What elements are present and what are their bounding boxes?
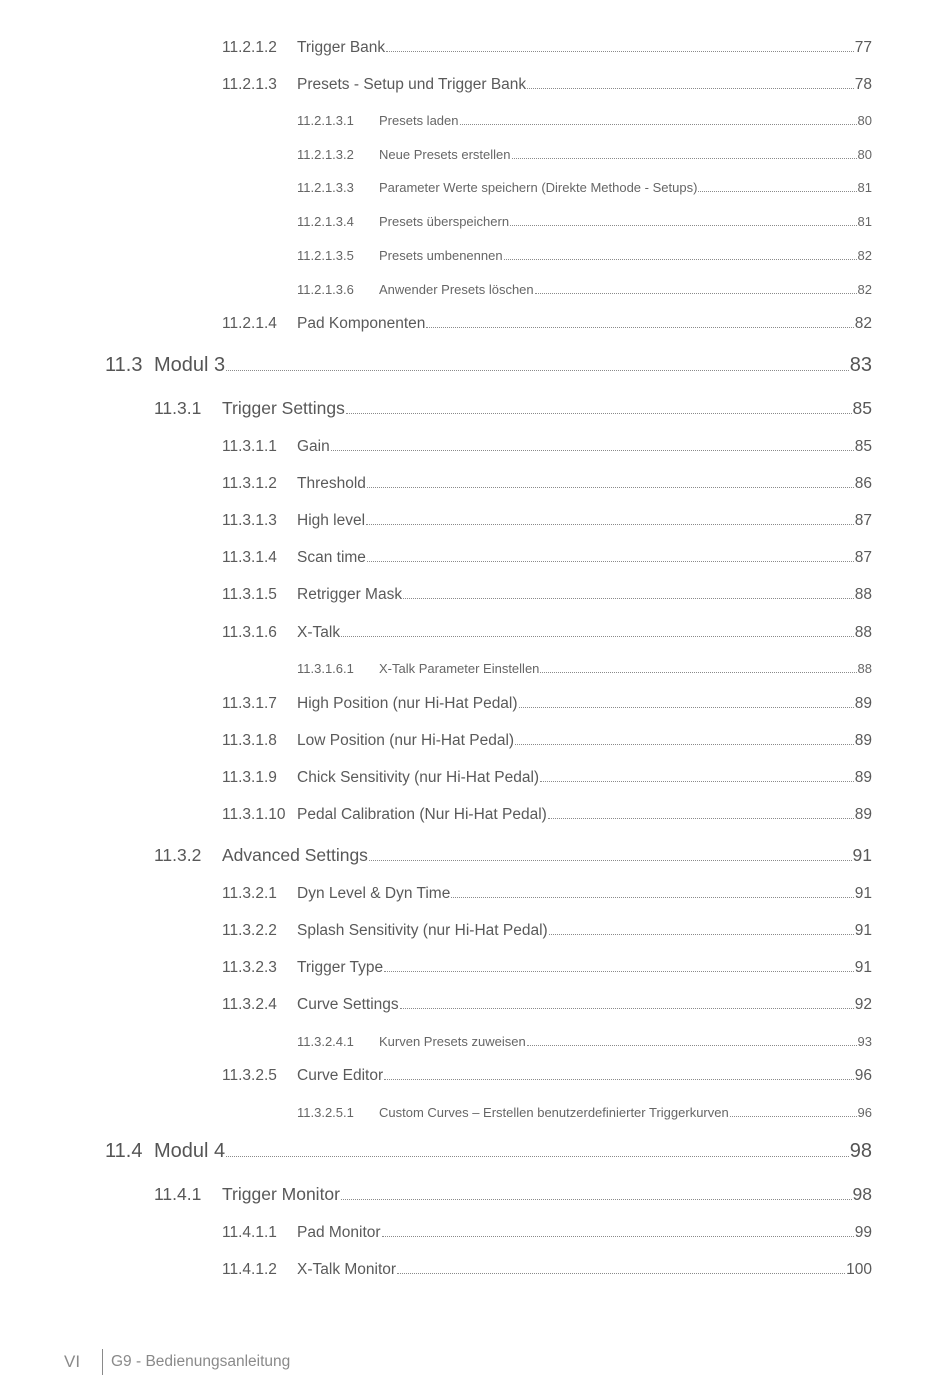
dot-leader: [384, 962, 854, 972]
toc-entry-title: Pad Monitor: [297, 1224, 381, 1241]
dot-leader: [366, 515, 854, 525]
toc-entry[interactable]: [222, 624, 872, 642]
dot-leader: [426, 318, 853, 328]
toc-entry-number: 11.3.2.5: [222, 1067, 277, 1084]
toc-entry-number: 11.3.1.1: [222, 438, 277, 455]
toc-entry-title: Low Position (nur Hi-Hat Pedal): [297, 732, 515, 749]
dot-leader: [341, 627, 854, 637]
toc-entry-title: Scan time: [297, 549, 366, 566]
toc-entry-number: 11.3.2: [154, 845, 202, 865]
toc-entry-page: 92: [854, 996, 872, 1013]
toc-entry-title: Advanced Settings: [222, 845, 368, 865]
toc-entry-number: 11.3.2.1: [222, 885, 277, 902]
toc-entry[interactable]: [222, 1067, 872, 1085]
toc-entry-title: Anwender Presets löschen: [379, 282, 534, 297]
toc-entry-page: 96: [854, 1067, 872, 1084]
toc-entry-number: 11.2.1.3.1: [297, 113, 354, 128]
toc-entry-title: Neue Presets erstellen: [379, 147, 511, 162]
toc-entry-number: 11.3.1.3: [222, 512, 277, 529]
toc-entry[interactable]: [222, 549, 872, 567]
toc-entry-page: 81: [857, 214, 872, 229]
toc-entry[interactable]: [222, 1224, 872, 1242]
toc-entry-number: 11.3.1.8: [222, 732, 277, 749]
toc-entry[interactable]: [222, 922, 872, 940]
dot-leader: [512, 151, 857, 159]
toc-entry-number: 11.2.1.3.3: [297, 180, 354, 195]
toc-entry-number: 11.3: [105, 354, 143, 376]
toc-entry-number: 11.3.1.10: [222, 806, 286, 823]
toc-entry-page: 77: [854, 39, 872, 56]
dot-leader: [504, 252, 857, 260]
toc-entry-page: 83: [849, 354, 872, 376]
dot-leader: [698, 184, 856, 192]
toc-entry-number: 11.3.2.2: [222, 922, 277, 939]
dot-leader: [367, 478, 854, 488]
toc-entry[interactable]: [222, 806, 872, 824]
toc-entry-page: 98: [852, 1184, 872, 1204]
toc-entry[interactable]: [222, 1261, 872, 1279]
toc-entry-page: 87: [854, 549, 872, 566]
toc-entry[interactable]: [297, 248, 872, 263]
toc-entry-page: 91: [854, 959, 872, 976]
toc-entry-title: Presets überspeichern: [379, 214, 510, 229]
toc-entry-title: Dyn Level & Dyn Time: [297, 885, 451, 902]
toc-entry-number: 11.2.1.2: [222, 39, 277, 56]
dot-leader: [400, 999, 854, 1009]
toc-entry[interactable]: [222, 695, 872, 713]
toc-entry[interactable]: [154, 845, 872, 866]
dot-leader: [519, 698, 854, 708]
toc-entry-number: 11.3.1.6: [222, 624, 277, 641]
toc-entry-number: 11.4.1: [154, 1184, 202, 1204]
toc-entry-title: Modul 3: [154, 354, 226, 376]
toc-entry-number: 11.3.2.4: [222, 996, 277, 1013]
dot-leader: [451, 888, 853, 898]
toc-entry-title: Kurven Presets zuweisen: [379, 1034, 526, 1049]
toc-entry-title: Presets umbenennen: [379, 248, 503, 263]
dot-leader: [397, 1264, 845, 1274]
toc-entry[interactable]: [222, 586, 872, 604]
toc-entry-page: 88: [857, 661, 872, 676]
toc-entry-number: 11.3.1: [154, 398, 202, 418]
toc-entry-page: 87: [854, 512, 872, 529]
toc-entry-number: 11.3.1.9: [222, 769, 277, 786]
toc-entry-number: 11.3.1.7: [222, 695, 277, 712]
toc-entry-page: 82: [854, 315, 872, 332]
dot-leader: [730, 1109, 857, 1117]
toc-entry-number: 11.2.1.4: [222, 315, 277, 332]
dot-leader: [548, 809, 854, 819]
toc-entry-page: 78: [854, 76, 872, 93]
toc-entry-title: Curve Settings: [297, 996, 399, 1013]
dot-leader: [510, 218, 856, 226]
toc-entry-number: 11.4: [105, 1140, 143, 1162]
dot-leader: [226, 1145, 849, 1157]
toc-entry-number: 11.3.2.3: [222, 959, 277, 976]
toc-entry-title: Gain: [297, 438, 330, 455]
toc-entry[interactable]: [297, 180, 872, 195]
toc-entry-title: Pedal Calibration (Nur Hi-Hat Pedal): [297, 806, 547, 823]
toc-entry[interactable]: [222, 315, 872, 333]
toc-entry-title: High Position (nur Hi-Hat Pedal): [297, 695, 518, 712]
toc-entry-page: 98: [849, 1140, 872, 1162]
toc-entry-title: Trigger Settings: [222, 398, 345, 418]
toc-entry[interactable]: [297, 1105, 872, 1120]
toc-entry[interactable]: [297, 113, 872, 128]
toc-entry-title: Parameter Werte speichern (Direkte Methode - Setups): [379, 180, 698, 195]
dot-leader: [386, 42, 854, 52]
dot-leader: [527, 1038, 857, 1046]
toc-entry-page: 86: [854, 475, 872, 492]
toc-entry[interactable]: [297, 147, 872, 162]
toc-entry-page: 88: [854, 586, 872, 603]
toc-entry[interactable]: [222, 76, 872, 94]
toc-entry[interactable]: [222, 475, 872, 493]
dot-leader: [369, 850, 852, 861]
toc-entry-number: 11.2.1.3.5: [297, 248, 354, 263]
footer-document-title: G9 - Bedienungsanleitung: [111, 1353, 291, 1370]
toc-entry-page: 82: [857, 248, 872, 263]
dot-leader: [367, 552, 854, 562]
toc-entry-title: X-Talk Parameter Einstellen: [379, 661, 540, 676]
dot-leader: [535, 286, 857, 294]
dot-leader: [540, 772, 854, 782]
toc-entry-number: 11.2.1.3.6: [297, 282, 354, 297]
toc-entry-page: 89: [854, 769, 872, 786]
dot-leader: [527, 79, 854, 89]
toc-entry-page: 91: [854, 885, 872, 902]
toc-entry[interactable]: [297, 1034, 872, 1049]
toc-entry-page: 91: [854, 922, 872, 939]
toc-entry-title: X-Talk: [297, 624, 341, 641]
toc-entry-page: 96: [857, 1105, 872, 1120]
dot-leader: [515, 735, 854, 745]
toc-entry[interactable]: [222, 512, 872, 530]
toc-entry-number: 11.3.1.4: [222, 549, 277, 566]
dot-leader: [382, 1227, 854, 1237]
toc-entry-page: 93: [857, 1034, 872, 1049]
toc-entry-number: 11.3.2.5.1: [297, 1105, 354, 1120]
toc-entry[interactable]: [222, 39, 872, 57]
toc-entry-page: 81: [857, 180, 872, 195]
toc-entry-page: 89: [854, 695, 872, 712]
toc-entry-page: 91: [852, 845, 872, 865]
toc-entry[interactable]: [154, 398, 872, 419]
toc-entry-number: 11.4.1.1: [222, 1224, 277, 1241]
toc-entry[interactable]: [222, 769, 872, 787]
toc-entry-title: Modul 4: [154, 1140, 226, 1162]
toc-entry-number: 11.2.1.3: [222, 76, 277, 93]
toc-entry[interactable]: [222, 885, 872, 903]
toc-entry-title: Chick Sensitivity (nur Hi-Hat Pedal): [297, 769, 540, 786]
toc-entry-title: Custom Curves – Erstellen benutzerdefinierter Triggerkurven: [379, 1105, 729, 1120]
toc-entry[interactable]: [222, 996, 872, 1014]
toc-entry[interactable]: [154, 1184, 872, 1205]
toc-entry[interactable]: [297, 214, 872, 229]
dot-leader: [384, 1070, 854, 1080]
toc-entry-title: Presets laden: [379, 113, 459, 128]
toc-entry-number: 11.2.1.3.4: [297, 214, 354, 229]
toc-entry[interactable]: [222, 959, 872, 977]
dot-leader: [549, 925, 854, 935]
dot-leader: [460, 117, 857, 125]
dot-leader: [331, 441, 854, 451]
toc-entry-page: 80: [857, 113, 872, 128]
toc-entry-page: 99: [854, 1224, 872, 1241]
toc-entry[interactable]: [222, 732, 872, 750]
toc-entry-title: X-Talk Monitor: [297, 1261, 397, 1278]
toc-entry-title: Trigger Type: [297, 959, 384, 976]
toc-entry-title: Retrigger Mask: [297, 586, 403, 603]
toc-entry-page: 85: [854, 438, 872, 455]
toc-entry-number: 11.3.1.2: [222, 475, 277, 492]
page-footer: [64, 1348, 290, 1376]
toc-entry-page: 100: [846, 1261, 872, 1278]
toc-entry-number: 11.4.1.2: [222, 1261, 277, 1278]
toc-entry-page: 88: [854, 624, 872, 641]
toc-entry-number: 11.3.2.4.1: [297, 1034, 354, 1049]
toc-entry[interactable]: [105, 354, 872, 377]
dot-leader: [346, 403, 852, 414]
dot-leader: [403, 589, 854, 599]
toc-entry-title: Trigger Bank: [297, 39, 386, 56]
toc-entry[interactable]: [105, 1140, 872, 1163]
footer-divider: [102, 1349, 103, 1375]
toc-entry-number: 11.3.1.6.1: [297, 661, 354, 676]
dot-leader: [540, 665, 856, 673]
dot-leader: [226, 359, 849, 371]
toc-entry-title: Trigger Monitor: [222, 1184, 340, 1204]
toc-entry-title: High level: [297, 512, 366, 529]
dot-leader: [341, 1189, 852, 1200]
toc-entry-title: Splash Sensitivity (nur Hi-Hat Pedal): [297, 922, 548, 939]
toc-entry-title: Curve Editor: [297, 1067, 384, 1084]
toc-entry-page: 82: [857, 282, 872, 297]
toc-entry-title: Presets - Setup und Trigger Bank: [297, 76, 527, 93]
toc-entry-page: 89: [854, 806, 872, 823]
toc-entry-number: 11.2.1.3.2: [297, 147, 354, 162]
toc-entry-title: Pad Komponenten: [297, 315, 426, 332]
toc-entry[interactable]: [222, 438, 872, 456]
toc-entry-title: Threshold: [297, 475, 366, 492]
toc-entry-number: 11.3.1.5: [222, 586, 277, 603]
footer-page-number: VI: [64, 1352, 81, 1371]
toc-entry-page: 80: [857, 147, 872, 162]
toc-entry[interactable]: [297, 282, 872, 297]
toc-entry-page: 85: [852, 398, 872, 418]
toc-entry[interactable]: [297, 661, 872, 676]
toc-entry-page: 89: [854, 732, 872, 749]
